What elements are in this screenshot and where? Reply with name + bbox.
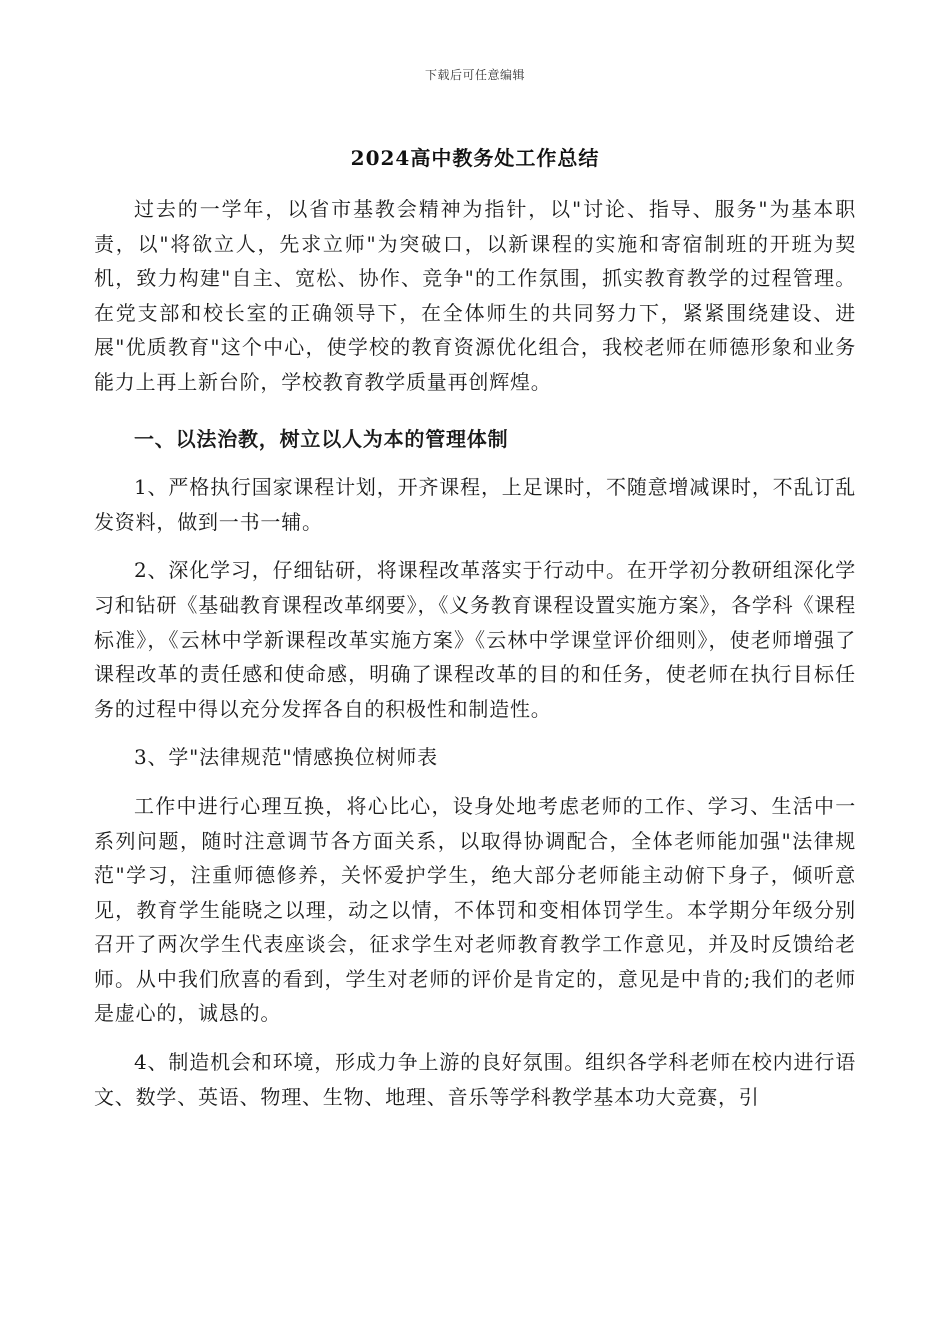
item-1-paragraph: 1、严格执行国家课程计划，开齐课程，上足课时，不随意增减课时，不乱订乱发资料，做到一书一辅。: [94, 475, 856, 534]
section-heading-1: 一、以法治教，树立以人为本的管理体制: [134, 426, 509, 451]
item-2-paragraph: 2、深化学习，仔细钻研，将课程改革落实于行动中。在开学初分教研组深化学习和钻研《基础教育课程改革纲要》，《义务教育课程设置实施方案》，各学科《课程标准》，《云林中学新课程改革实施方案》《云林中学课堂评价细则》，使老师增强了课程改革的责任感和使命感，明确了课程改革的目的和任务，使老师在执行目标任务的过程中得以充分发挥各自的积极性和制造性。: [94, 558, 856, 721]
document-title: 2024高中教务处工作总结: [350, 146, 600, 170]
item-3-title: 3、学"法律规范"情感换位树师表: [134, 745, 438, 770]
item-4-paragraph: 4、制造机会和环境，形成力争上游的良好氛围。组织各学科老师在校内进行语文、数学、英语、物理、生物、地理、音乐等学科教学基本功大竞赛，引: [94, 1050, 856, 1109]
document-body: [94, 192, 856, 1114]
item-3-body: 工作中进行心理互换，将心比心，设身处地考虑老师的工作、学习、生活中一系列问题，随时注意调节各方面关系，以取得协调配合，全体老师能加强"法律规范"学习，注重师德修养，关怀爱护学生，绝大部分老师能主动俯下身子，倾听意见，教育学生能晓之以理，动之以情，不体罚和变相体罚学生。本学期分年级分别召开了两次学生代表座谈会，征求学生对老师教育教学工作意见，并及时反馈给老师。从中我们欣喜的看到，学生对老师的评价是肯定的，意见是中肯的;我们的老师是虚心的，诚恳的。: [94, 793, 856, 1026]
intro-paragraph: 过去的一学年，以省市基教会精神为指针，以"讨论、指导、服务"为基本职责，以"将欲立人，先求立师"为突破口，以新课程的实施和寄宿制班的开班为契机，致力构建"自主、宽松、协作、竞争"的工作氛围，抓实教育教学的过程管理。在党支部和校长室的正确领导下，在全体师生的共同努力下，紧紧围绕建设、进展"优质教育"这个中心，使学校的教育资源优化组合，我校老师在师德形象和业务能力上再上新台阶，学校教育教学质量再创辉煌。: [94, 197, 856, 394]
page-header-note: 下载后可任意编辑: [424, 68, 525, 82]
